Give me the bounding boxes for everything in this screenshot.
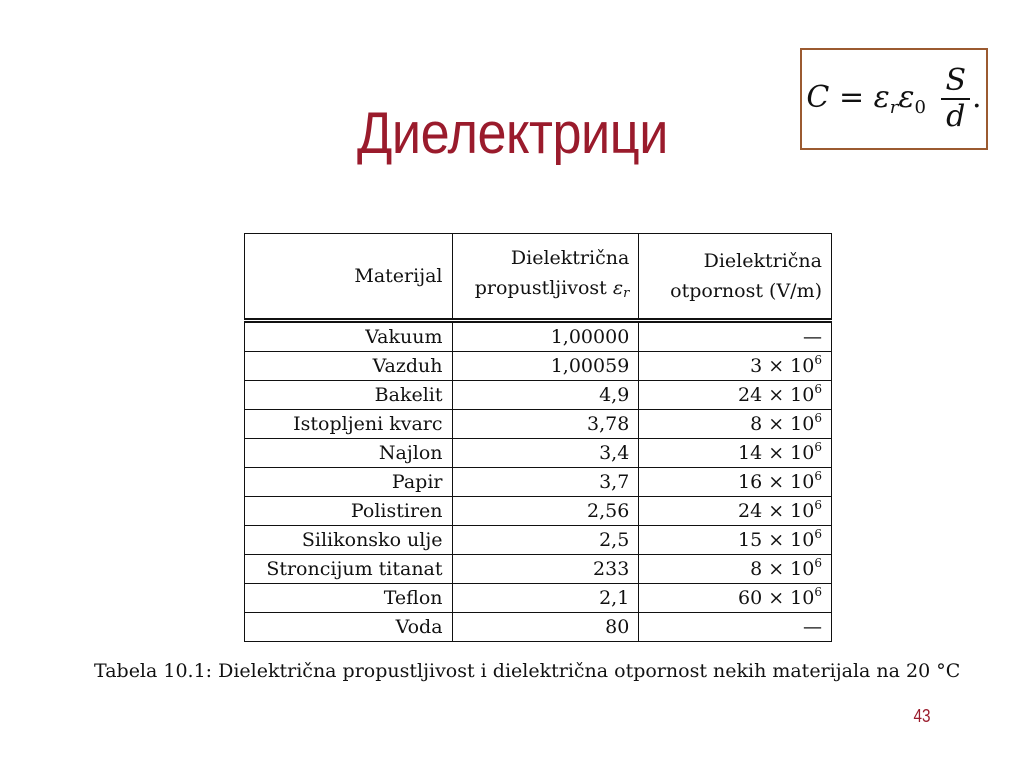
cell-strength: $24 \times 10^6$ xyxy=(639,381,832,410)
dielectric-table xyxy=(244,233,832,642)
cell-permittivity: 4,9 xyxy=(452,381,639,410)
header-permittivity: Dielektrična propustljivost $\varepsilon_r$ xyxy=(452,234,639,321)
cell-material: Voda xyxy=(245,613,453,642)
cell-permittivity: 1,00059 xyxy=(452,352,639,381)
formula-fraction xyxy=(941,63,970,134)
cell-material: Teflon xyxy=(245,584,453,613)
cell-strength: $8 \times 10^6$ xyxy=(639,410,832,439)
cell-material: Istopljeni kvarc xyxy=(245,410,453,439)
table-row xyxy=(245,613,832,642)
table-row xyxy=(245,321,832,352)
cell-material: Bakelit xyxy=(245,381,453,410)
cell-strength: $8 \times 10^6$ xyxy=(639,555,832,584)
formula-sub-0: 0 xyxy=(914,97,926,118)
header-strength: Dielektrična otpornost (V/m) xyxy=(639,234,832,321)
cell-strength: $24 \times 10^6$ xyxy=(639,497,832,526)
table-row xyxy=(245,381,832,410)
formula-sub-r: r xyxy=(889,97,899,118)
table-header-row xyxy=(245,234,832,321)
cell-material: Vazduh xyxy=(245,352,453,381)
cell-material: Vakuum xyxy=(245,321,453,352)
cell-strength: $60 \times 10^6$ xyxy=(639,584,832,613)
formula-numerator: S xyxy=(941,66,970,100)
formula-eps-0: ε xyxy=(898,80,915,115)
cell-permittivity: 233 xyxy=(452,555,639,584)
cell-material: Silikonsko ulje xyxy=(245,526,453,555)
table-row xyxy=(245,555,832,584)
cell-permittivity: 3,7 xyxy=(452,468,639,497)
cell-permittivity: 1,00000 xyxy=(452,321,639,352)
formula-lhs: C xyxy=(806,80,830,115)
cell-strength: $15 \times 10^6$ xyxy=(639,526,832,555)
cell-permittivity: 2,1 xyxy=(452,584,639,613)
formula-expression xyxy=(806,63,982,134)
table-row xyxy=(245,497,832,526)
cell-material: Polistiren xyxy=(245,497,453,526)
cell-permittivity: 80 xyxy=(452,613,639,642)
slide-title: Диелектрици xyxy=(357,101,668,166)
cell-material: Najlon xyxy=(245,439,453,468)
cell-material: Papir xyxy=(245,468,453,497)
page-number: 43 xyxy=(913,706,931,726)
table-row xyxy=(245,410,832,439)
table-row xyxy=(245,526,832,555)
cell-permittivity: 3,4 xyxy=(452,439,639,468)
cell-permittivity: 2,56 xyxy=(452,497,639,526)
formula-equals: = xyxy=(838,80,865,115)
formula-period: . xyxy=(972,80,982,115)
capacitance-formula xyxy=(800,48,988,150)
cell-strength: $3 \times 10^6$ xyxy=(639,352,832,381)
table-row xyxy=(245,584,832,613)
cell-strength: — xyxy=(639,613,832,642)
formula-denominator: d xyxy=(946,99,966,134)
cell-strength: $16 \times 10^6$ xyxy=(639,468,832,497)
header-material: Materijal xyxy=(245,234,453,321)
cell-strength: $14 \times 10^6$ xyxy=(639,439,832,468)
table-row xyxy=(245,352,832,381)
cell-permittivity: 2,5 xyxy=(452,526,639,555)
cell-permittivity: 3,78 xyxy=(452,410,639,439)
cell-material: Stroncijum titanat xyxy=(245,555,453,584)
table-row xyxy=(245,439,832,468)
table-caption: Tabela 10.1: Dielektrična propustljivost i dielektrična otpornost nekih materijala na 20 °C xyxy=(94,660,961,682)
formula-eps-r: ε xyxy=(873,80,890,115)
cell-strength: — xyxy=(639,321,832,352)
table-row xyxy=(245,468,832,497)
